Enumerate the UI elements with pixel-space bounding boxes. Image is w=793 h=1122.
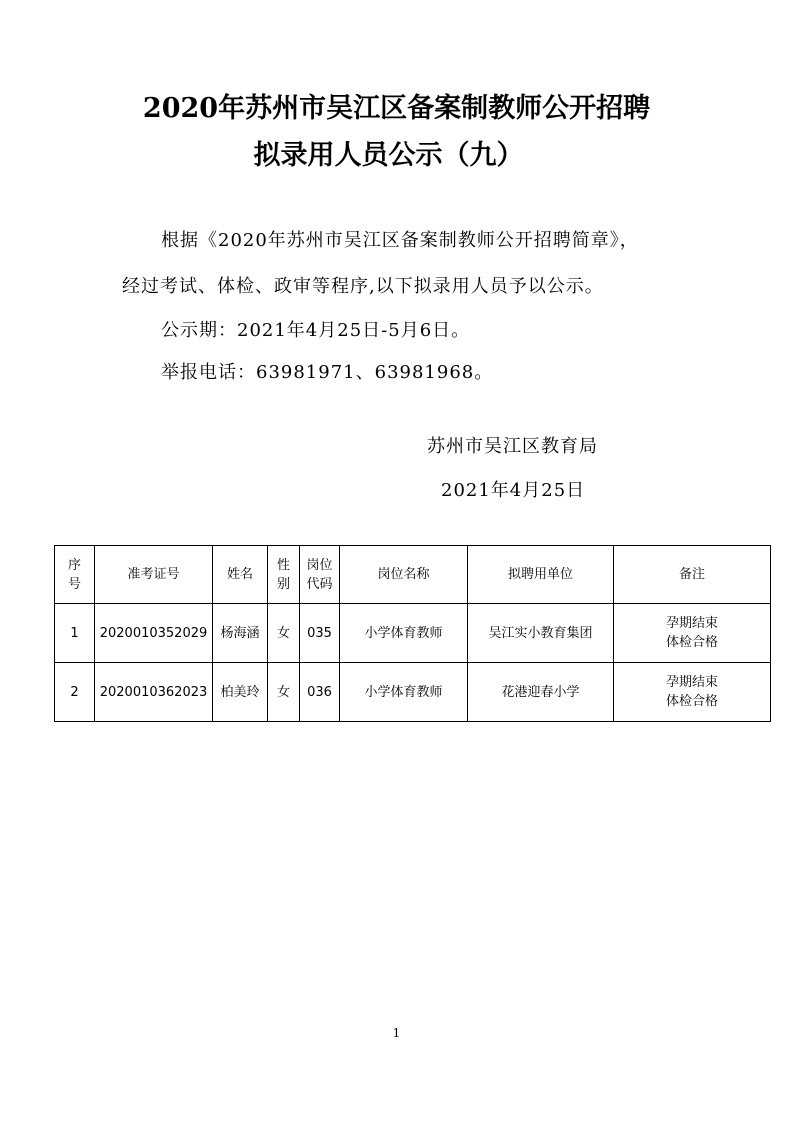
cell-unit: 花港迎春小学	[468, 663, 614, 722]
header-exam-id: 准考证号	[95, 546, 213, 604]
paragraph-basis: 根据《2020年苏州市吴江区备案制教师公开招聘简章》，	[161, 230, 639, 251]
cell-remark: 孕期结束 体检合格	[614, 663, 771, 722]
cell-post-name: 小学体育教师	[340, 604, 468, 663]
signature-organization: 苏州市吴江区教育局	[427, 436, 598, 457]
document-title-line2: 拟录用人员公示（九）	[253, 140, 524, 171]
cell-name: 柏美玲	[213, 663, 268, 722]
cell-post-code: 035	[300, 604, 340, 663]
paragraph-publicity-period: 公示期：2021年4月25日-5月6日。	[161, 320, 471, 341]
paragraph-process: 经过考试、体检、政审等程序,以下拟录用人员予以公示。	[122, 276, 604, 297]
header-gender: 性 别	[268, 546, 300, 604]
candidate-table	[54, 545, 771, 722]
paragraph-report-phone: 举报电话：63981971、63981968。	[161, 362, 494, 383]
table-row	[55, 663, 771, 722]
table-header-row	[55, 546, 771, 604]
header-remark: 备注	[614, 546, 771, 604]
table-row	[55, 604, 771, 663]
header-post-code: 岗位 代码	[300, 546, 340, 604]
cell-exam-id: 2020010362023	[95, 663, 213, 722]
page-number: 1	[392, 1026, 401, 1040]
cell-gender: 女	[268, 604, 300, 663]
header-unit: 拟聘用单位	[468, 546, 614, 604]
cell-post-code: 036	[300, 663, 340, 722]
document-title-line1: 2020年苏州市吴江区备案制教师公开招聘	[142, 93, 651, 124]
cell-remark: 孕期结束 体检合格	[614, 604, 771, 663]
cell-seq: 2	[55, 663, 95, 722]
header-seq: 序 号	[55, 546, 95, 604]
header-post-name: 岗位名称	[340, 546, 468, 604]
cell-exam-id: 2020010352029	[95, 604, 213, 663]
cell-gender: 女	[268, 663, 300, 722]
cell-seq: 1	[55, 604, 95, 663]
cell-name: 杨海涵	[213, 604, 268, 663]
header-name: 姓名	[213, 546, 268, 604]
cell-post-name: 小学体育教师	[340, 663, 468, 722]
signature-date: 2021年4月25日	[441, 480, 586, 501]
cell-unit: 吴江实小教育集团	[468, 604, 614, 663]
